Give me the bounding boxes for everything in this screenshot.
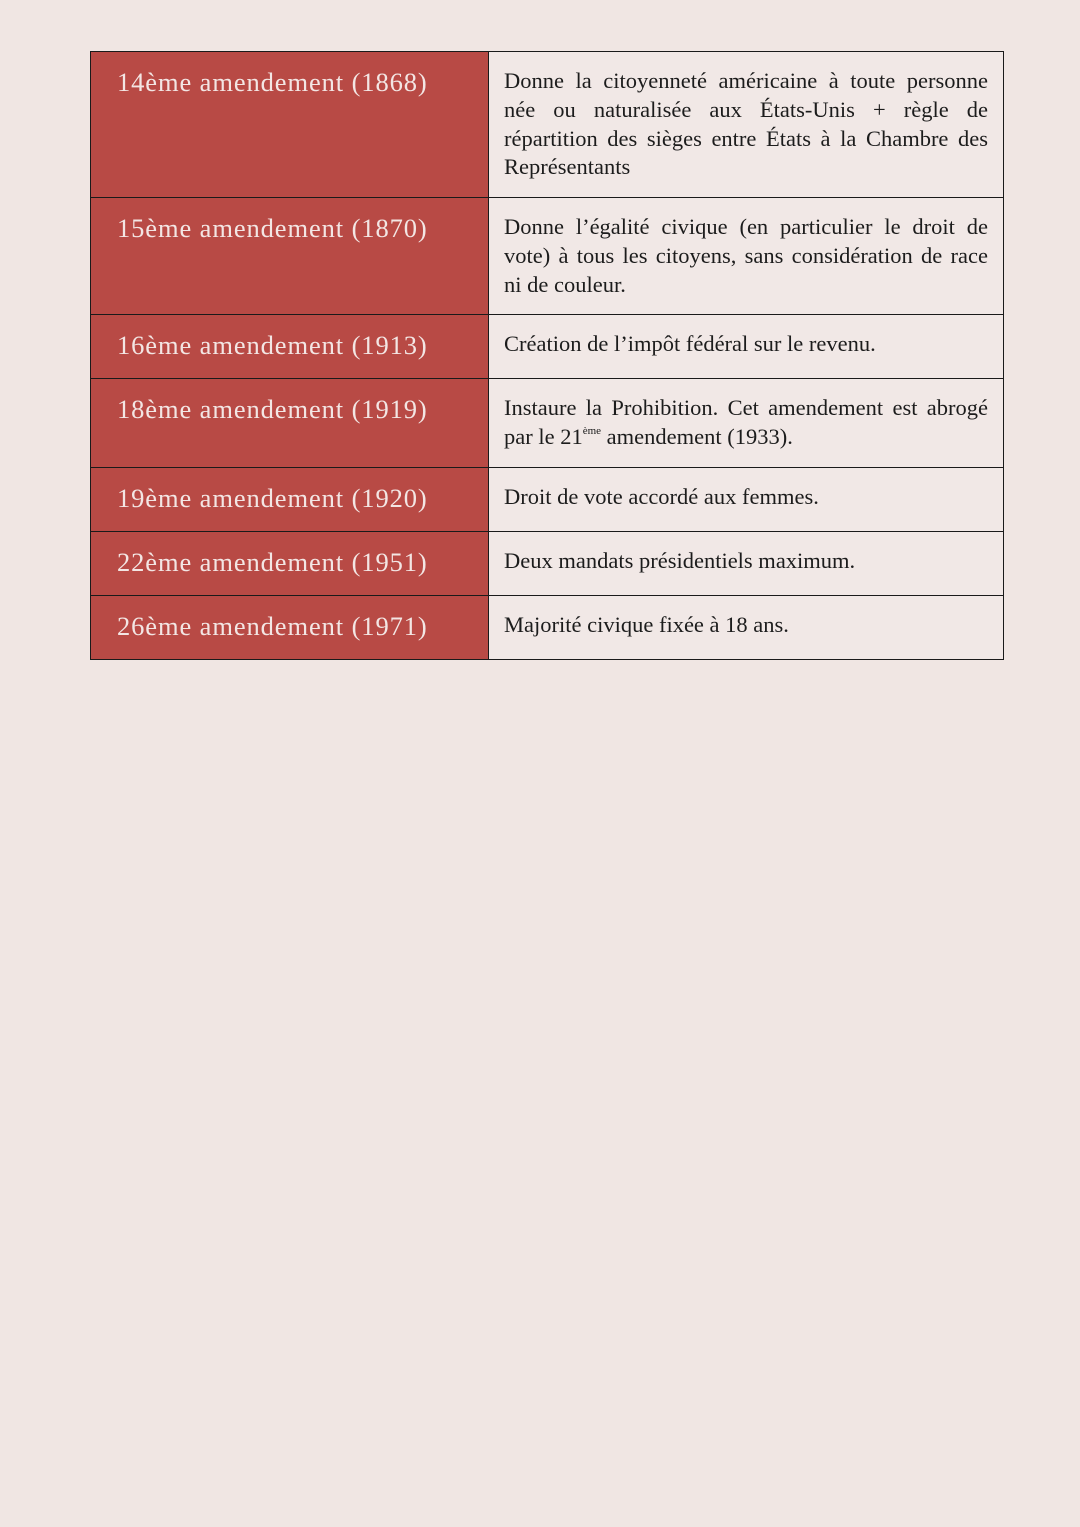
- amendment-title: 18ème amendement (1919): [91, 379, 489, 468]
- amendment-description: Donne l’égalité civique (en particulier le droit de vote) à tous les citoyens, sans considération de race ni de couleur.: [489, 198, 1004, 315]
- amendment-description: [489, 379, 1004, 468]
- amendment-title: 19ème amendement (1920): [91, 468, 489, 532]
- table-row: [91, 52, 1004, 198]
- description-text: Instaure la Prohibition. Cet amendement est abrogé par le 21: [504, 395, 988, 449]
- table-row: [91, 379, 1004, 468]
- amendment-description: Droit de vote accordé aux femmes.: [489, 468, 1004, 532]
- amendment-description: Donne la citoyenneté américaine à toute personne née ou naturalisée aux États-Unis + règle de répartition des sièges entre États à la Chambre des Représentants: [489, 52, 1004, 198]
- amendment-title: 14ème amendement (1868): [91, 52, 489, 198]
- amendment-title: 16ème amendement (1913): [91, 315, 489, 379]
- table-row: [91, 315, 1004, 379]
- amendment-description: Majorité civique fixée à 18 ans.: [489, 596, 1004, 660]
- amendments-table: [90, 51, 1004, 660]
- table-row: [91, 468, 1004, 532]
- amendment-title: 15ème amendement (1870): [91, 198, 489, 315]
- amendment-description: Deux mandats présidentiels maximum.: [489, 532, 1004, 596]
- amendment-title: 22ème amendement (1951): [91, 532, 489, 596]
- description-text: amendement (1933).: [601, 423, 793, 449]
- table-row: [91, 532, 1004, 596]
- table-row: [91, 596, 1004, 660]
- amendment-title: 26ème amendement (1971): [91, 596, 489, 660]
- amendment-description: Création de l’impôt fédéral sur le revenu.: [489, 315, 1004, 379]
- ordinal-suffix: ème: [582, 424, 602, 437]
- table-row: [91, 198, 1004, 315]
